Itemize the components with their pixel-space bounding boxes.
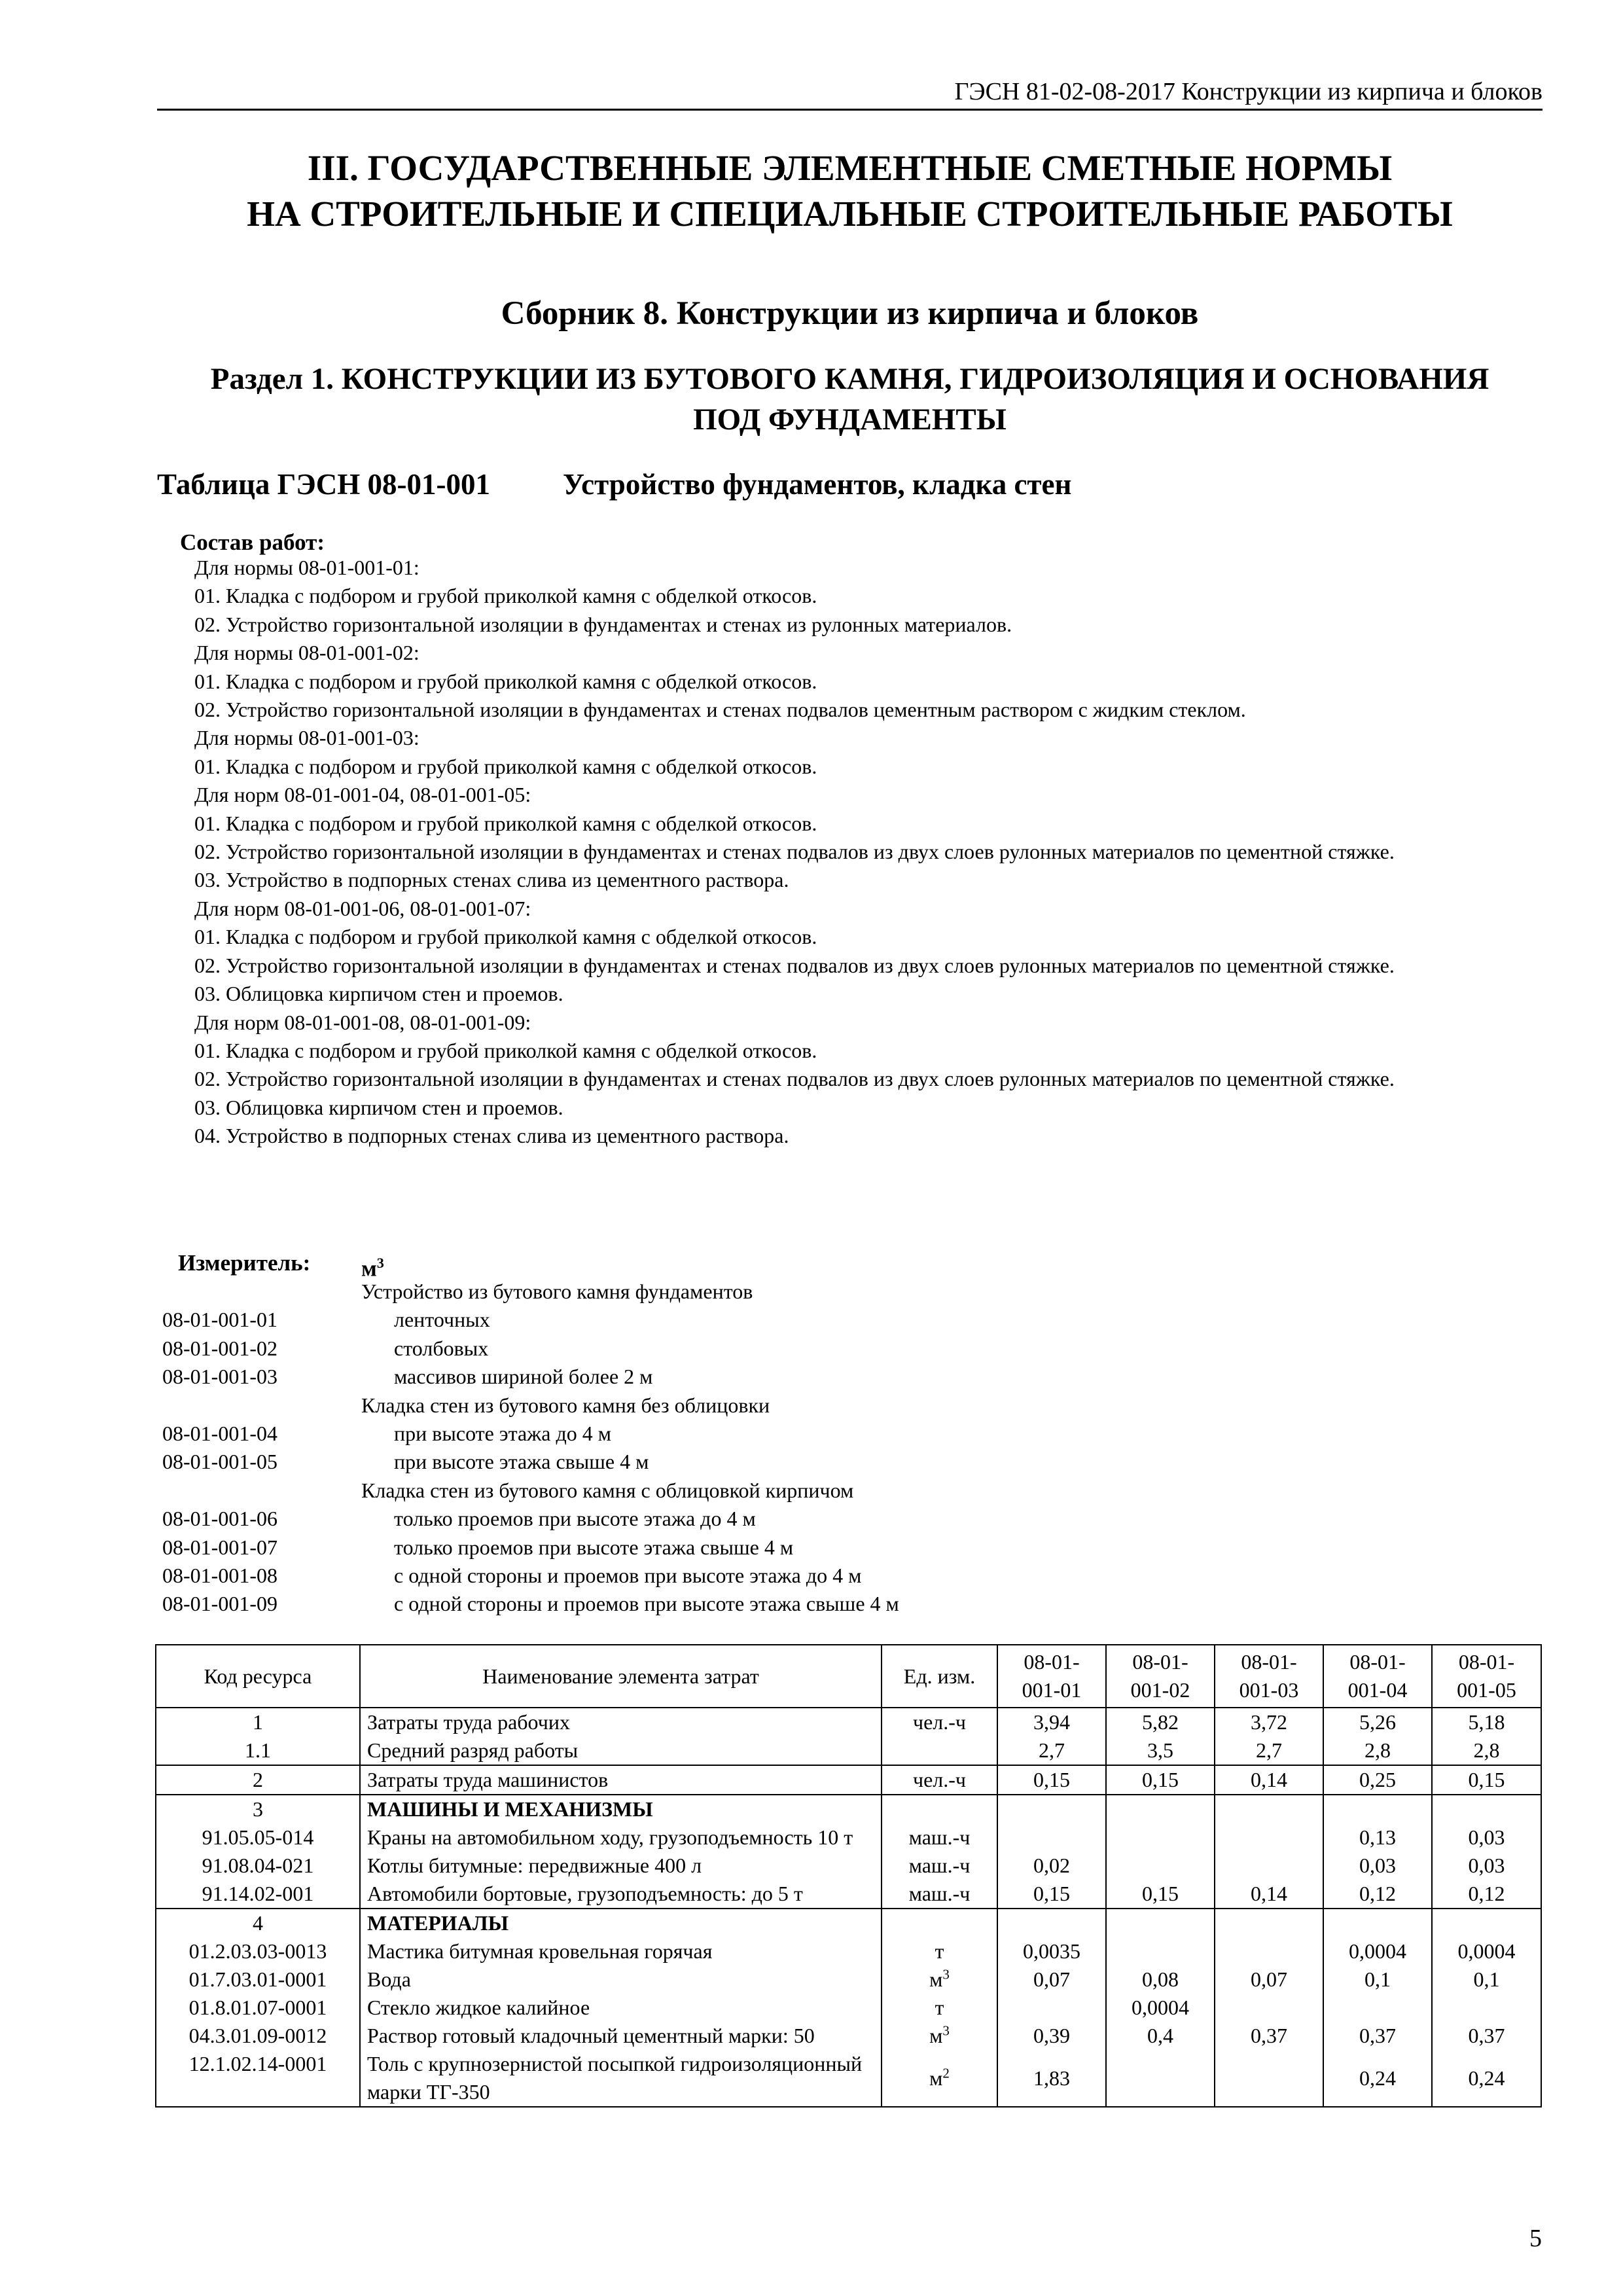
norm-title: при высоте этажа до 4 м	[394, 1421, 611, 1445]
resource-unit-base: чел.-ч	[912, 1710, 966, 1734]
resource-unit-base: м	[929, 1967, 943, 1991]
resource-name: МАШИНЫ И МЕХАНИЗМЫ	[360, 1795, 882, 1823]
norm-title: с одной стороны и проемов при высоте этажа свыше 4 м	[394, 1592, 899, 1616]
norm-title: при высоте этажа свыше 4 м	[394, 1450, 649, 1474]
resource-value	[1323, 1909, 1432, 1937]
resource-unit-base: т	[935, 1939, 944, 1963]
section-title	[157, 359, 1543, 440]
norm-title: только проемов при высоте этажа свыше 4 м	[394, 1535, 794, 1559]
resource-value: 0,07	[1215, 1965, 1323, 1994]
norm-code: 08-01-001-09	[162, 1592, 277, 1616]
norm-row	[162, 1420, 1079, 1448]
resource-value	[1215, 1795, 1323, 1823]
resource-unit-sup: 2	[942, 2064, 950, 2081]
header-name: Наименование элемента затрат	[360, 1645, 882, 1708]
work-line: Для норм 08-01-001-06, 08-01-001-07:	[194, 896, 531, 920]
resource-value	[1432, 1909, 1541, 1937]
resource-value: 0,0004	[1323, 1937, 1432, 1965]
resource-unit	[882, 1937, 997, 1965]
resource-value: 0,1	[1323, 1965, 1432, 1994]
resource-name: Стекло жидкое калийное	[360, 1994, 882, 2022]
work-line: 01. Кладка с подбором и грубой приколкой камня с обделкой откосов.	[194, 754, 817, 778]
table-row	[156, 1852, 1541, 1880]
norm-group-title: Кладка стен из бутового камня без облицовки	[361, 1393, 770, 1417]
resource-value: 0,37	[1323, 2022, 1432, 2050]
resource-value: 0,15	[997, 1765, 1106, 1795]
resource-code: 01.8.01.07-0001	[156, 1994, 360, 2022]
resource-value: 0,1	[1432, 1965, 1541, 1994]
norm-title: с одной стороны и проемов при высоте этажа до 4 м	[394, 1563, 862, 1587]
resource-unit	[882, 1880, 997, 1909]
resource-code: 01.7.03.01-0001	[156, 1965, 360, 1994]
resource-value: 3,72	[1215, 1708, 1323, 1736]
table-row	[156, 1994, 1541, 2022]
resource-unit	[882, 1708, 997, 1736]
resource-name: Толь с крупнозернистой посыпкой гидроизоляционный марки ТГ-350	[360, 2050, 882, 2107]
resource-value	[1215, 1909, 1323, 1937]
resource-value	[1215, 1852, 1323, 1880]
norm-row	[162, 1335, 1079, 1363]
resource-unit	[882, 1736, 997, 1765]
table-row	[156, 1795, 1541, 1823]
work-line: 02. Устройство горизонтальной изоляции в фундаментах и стенах из рулонных материалов.	[194, 612, 1012, 636]
resource-value	[1432, 1994, 1541, 2022]
norm-code: 08-01-001-02	[162, 1336, 277, 1360]
work-line: 01. Кладка с подбором и грубой приколкой камня с обделкой откосов.	[194, 584, 817, 608]
norm-group-title: Кладка стен из бутового камня с облицовкой кирпичом	[361, 1478, 854, 1502]
resource-name: МАТЕРИАЛЫ	[360, 1909, 882, 1937]
norm-title: столбовых	[394, 1336, 489, 1360]
table-row	[156, 1965, 1541, 1994]
resource-unit	[882, 1994, 997, 2022]
norm-code: 08-01-001-05	[162, 1450, 277, 1474]
resource-table	[155, 1644, 1542, 2108]
resource-value: 5,26	[1323, 1708, 1432, 1736]
part-title-line-2: НА СТРОИТЕЛЬНЫЕ И СПЕЦИАЛЬНЫЕ СТРОИТЕЛЬНЫЕ РАБОТЫ	[247, 194, 1453, 234]
resource-value: 0,15	[1432, 1765, 1541, 1795]
work-line: 01. Кладка с подбором и грубой приколкой камня с обделкой откосов.	[194, 925, 817, 949]
resource-value: 0,03	[1432, 1852, 1541, 1880]
resource-value: 2,7	[997, 1736, 1106, 1765]
resource-value: 0,08	[1106, 1965, 1215, 1994]
norm-row	[162, 1562, 1079, 1590]
norm-row	[162, 1306, 1079, 1334]
resource-code: 91.14.02-001	[156, 1880, 360, 1909]
part-title	[157, 145, 1543, 237]
resource-value: 0,03	[1432, 1823, 1541, 1852]
resource-name: Мастика битумная кровельная горячая	[360, 1937, 882, 1965]
resource-value: 0,37	[1215, 2022, 1323, 2050]
resource-unit-sup: 3	[942, 2022, 950, 2039]
page-number: 5	[1529, 2225, 1542, 2252]
norm-row	[162, 1590, 1079, 1618]
resource-value: 5,18	[1432, 1708, 1541, 1736]
resource-value: 0,37	[1432, 2022, 1541, 2050]
norm-row	[162, 1278, 1079, 1306]
part-title-line-1: III. ГОСУДАРСТВЕННЫЕ ЭЛЕМЕНТНЫЕ СМЕТНЫЕ НОРМЫ	[307, 148, 1393, 188]
resource-name: Вода	[360, 1965, 882, 1994]
resource-unit	[882, 1852, 997, 1880]
table-caption-description: Устройство фундаментов, кладка стен	[563, 468, 1072, 501]
work-line: 02. Устройство горизонтальной изоляции в фундаментах и стенах подвалов из двух слоев рулонных материалов по цементной стяжке.	[194, 840, 1395, 864]
measurement-label: Измеритель:	[178, 1250, 311, 1276]
resource-value: 0,12	[1432, 1880, 1541, 1909]
norm-row	[162, 1505, 1079, 1533]
resource-value	[1323, 1994, 1432, 2022]
table-row	[156, 2022, 1541, 2050]
resource-value: 3,94	[997, 1708, 1106, 1736]
work-line: 03. Облицовка кирпичом стен и проемов.	[194, 982, 563, 1006]
resource-value	[1432, 1795, 1541, 1823]
resource-value: 0,15	[1106, 1765, 1215, 1795]
resource-value	[1215, 1994, 1323, 2022]
norm-title: ленточных	[394, 1308, 490, 1332]
resource-name: Автомобили бортовые, грузоподъемность: до 5 т	[360, 1880, 882, 1909]
measurement-unit-base: м	[361, 1255, 377, 1282]
resource-name: Средний разряд работы	[360, 1736, 882, 1765]
work-line: 03. Устройство в подпорных стенах слива из цементного раствора.	[194, 868, 789, 892]
resource-value	[1106, 1937, 1215, 1965]
work-line: 02. Устройство горизонтальной изоляции в фундаментах и стенах подвалов из двух слоев рулонных материалов по цементной стяжке.	[194, 953, 1395, 977]
work-line: 01. Кладка с подбором и грубой приколкой камня с обделкой откосов.	[194, 669, 817, 693]
header-norm-2: 08-01- 001-02	[1106, 1645, 1215, 1708]
norm-code: 08-01-001-07	[162, 1535, 277, 1559]
resource-value: 0,25	[1323, 1765, 1432, 1795]
header-code: Код ресурса	[156, 1645, 360, 1708]
resource-value	[997, 1823, 1106, 1852]
resource-value: 0,4	[1106, 2022, 1215, 2050]
table-caption-name: Таблица ГЭСН 08-01-001	[157, 468, 490, 501]
resource-value: 1,83	[997, 2050, 1106, 2107]
resource-value: 0,39	[997, 2022, 1106, 2050]
norm-row	[162, 1391, 1079, 1420]
work-line: 02. Устройство горизонтальной изоляции в фундаментах и стенах подвалов из двух слоев рулонных материалов по цементной стяжке.	[194, 1067, 1395, 1091]
resource-value: 0,13	[1323, 1823, 1432, 1852]
work-line: Для норм 08-01-001-04, 08-01-001-05:	[194, 783, 531, 807]
resource-unit-base: маш.-ч	[908, 1882, 971, 1905]
norm-row	[162, 1477, 1079, 1505]
work-line: 01. Кладка с подбором и грубой приколкой камня с обделкой откосов.	[194, 1038, 817, 1062]
work-line: 02. Устройство горизонтальной изоляции в фундаментах и стенах подвалов цементным раствором с жидким стеклом.	[194, 698, 1246, 722]
resource-name: Затраты труда машинистов	[360, 1765, 882, 1795]
resource-code: 91.05.05-014	[156, 1823, 360, 1852]
header-rule	[157, 109, 1543, 111]
resource-code: 12.1.02.14-0001	[156, 2050, 360, 2107]
resource-code: 3	[156, 1795, 360, 1823]
resource-value	[997, 1994, 1106, 2022]
norm-code: 08-01-001-03	[162, 1365, 277, 1389]
resource-value	[1215, 1823, 1323, 1852]
resource-code: 91.08.04-021	[156, 1852, 360, 1880]
table-row	[156, 1823, 1541, 1852]
header-norm-5: 08-01- 001-05	[1432, 1645, 1541, 1708]
resource-code: 1.1	[156, 1736, 360, 1765]
resource-code: 01.2.03.03-0013	[156, 1937, 360, 1965]
resource-value: 0,24	[1432, 2050, 1541, 2107]
resource-value	[1106, 1795, 1215, 1823]
norm-title: массивов шириной более 2 м	[394, 1365, 653, 1389]
resource-value: 2,8	[1432, 1736, 1541, 1765]
norm-code: 08-01-001-08	[162, 1563, 277, 1587]
table-row	[156, 1736, 1541, 1765]
resource-unit-sup: 3	[942, 1966, 950, 1982]
section-title-line-1: Раздел 1. КОНСТРУКЦИИ ИЗ БУТОВОГО КАМНЯ, ГИДРОИЗОЛЯЦИЯ И ОСНОВАНИЯ	[210, 362, 1489, 396]
norm-row	[162, 1448, 1079, 1476]
resource-unit-base: м	[929, 2066, 943, 2090]
table-row	[156, 1708, 1541, 1736]
header-unit: Ед. изм.	[882, 1645, 997, 1708]
resource-value: 0,15	[1106, 1880, 1215, 1909]
collection-title: Сборник 8. Конструкции из кирпича и блоков	[501, 295, 1199, 332]
resource-name: Раствор готовый кладочный цементный марки: 50	[360, 2022, 882, 2050]
norm-code: 08-01-001-04	[162, 1421, 277, 1445]
resource-value: 0,03	[1323, 1852, 1432, 1880]
resource-value: 0,0004	[1106, 1994, 1215, 2022]
resource-value: 0,24	[1323, 2050, 1432, 2107]
resource-value	[1106, 1909, 1215, 1937]
work-line: 03. Облицовка кирпичом стен и проемов.	[194, 1095, 563, 1119]
table-row	[156, 1937, 1541, 1965]
work-line: 04. Устройство в подпорных стенах слива из цементного раствора.	[194, 1124, 789, 1148]
resource-value	[1106, 2050, 1215, 2107]
resource-value: 3,5	[1106, 1736, 1215, 1765]
norm-group-title: Устройство из бутового камня фундаментов	[361, 1280, 753, 1303]
resource-name: Котлы битумные: передвижные 400 л	[360, 1852, 882, 1880]
running-header: ГЭСН 81-02-08-2017 Конструкции из кирпича и блоков	[954, 78, 1543, 105]
table-row	[156, 2050, 1541, 2107]
work-composition-list	[194, 554, 1523, 1151]
resource-name: Затраты труда рабочих	[360, 1708, 882, 1736]
resource-value: 0,02	[997, 1852, 1106, 1880]
resource-value	[997, 1795, 1106, 1823]
norm-list	[162, 1278, 1079, 1619]
resource-code: 4	[156, 1909, 360, 1937]
header-norm-1: 08-01- 001-01	[997, 1645, 1106, 1708]
resource-value: 0,0035	[997, 1937, 1106, 1965]
resource-value	[997, 1909, 1106, 1937]
section-title-line-2: ПОД ФУНДАМЕНТЫ	[693, 403, 1007, 437]
resource-unit	[882, 1795, 997, 1823]
norm-code: 08-01-001-01	[162, 1308, 277, 1332]
measurement-unit-sup: 3	[376, 1255, 384, 1271]
table-row	[156, 1880, 1541, 1909]
resource-value	[1106, 1823, 1215, 1852]
norm-row	[162, 1534, 1079, 1562]
resource-unit-base: т	[935, 1996, 944, 2019]
resource-unit	[882, 1765, 997, 1795]
resource-name: Краны на автомобильном ходу, грузоподъемность 10 т	[360, 1823, 882, 1852]
work-composition-heading: Состав работ:	[180, 529, 325, 555]
resource-value: 0,14	[1215, 1765, 1323, 1795]
table-row	[156, 1765, 1541, 1795]
resource-value: 0,15	[997, 1880, 1106, 1909]
table-row	[156, 1909, 1541, 1937]
resource-value: 5,82	[1106, 1708, 1215, 1736]
resource-unit-base: маш.-ч	[908, 1825, 971, 1849]
norm-title: только проемов при высоте этажа до 4 м	[394, 1507, 756, 1531]
work-line: Для нормы 08-01-001-01:	[194, 556, 419, 579]
header-norm-4: 08-01- 001-04	[1323, 1645, 1432, 1708]
resource-unit	[882, 1909, 997, 1937]
work-line: Для нормы 08-01-001-02:	[194, 641, 419, 665]
resource-unit	[882, 1965, 997, 1994]
resource-unit	[882, 2022, 997, 2050]
header-norm-3: 08-01- 001-03	[1215, 1645, 1323, 1708]
resource-code: 04.3.01.09-0012	[156, 2022, 360, 2050]
resource-value: 2,7	[1215, 1736, 1323, 1765]
resource-value: 2,8	[1323, 1736, 1432, 1765]
resource-value	[1323, 1795, 1432, 1823]
table-header-row	[156, 1645, 1541, 1708]
resource-value: 0,0004	[1432, 1937, 1541, 1965]
norm-row	[162, 1363, 1079, 1391]
resource-value: 0,07	[997, 1965, 1106, 1994]
resource-code: 2	[156, 1765, 360, 1795]
resource-value: 0,14	[1215, 1880, 1323, 1909]
norm-code: 08-01-001-06	[162, 1507, 277, 1531]
resource-unit	[882, 2050, 997, 2107]
resource-value	[1215, 2050, 1323, 2107]
resource-unit-base: м	[929, 2024, 943, 2047]
resource-unit-base: маш.-ч	[908, 1854, 971, 1877]
resource-unit	[882, 1823, 997, 1852]
resource-value	[1106, 1852, 1215, 1880]
resource-unit-base: чел.-ч	[912, 1768, 966, 1791]
work-line: 01. Кладка с подбором и грубой приколкой камня с обделкой откосов.	[194, 811, 817, 835]
work-line: Для нормы 08-01-001-03:	[194, 726, 419, 750]
work-line: Для норм 08-01-001-08, 08-01-001-09:	[194, 1010, 531, 1034]
resource-value: 0,12	[1323, 1880, 1432, 1909]
resource-value	[1215, 1937, 1323, 1965]
resource-code: 1	[156, 1708, 360, 1736]
